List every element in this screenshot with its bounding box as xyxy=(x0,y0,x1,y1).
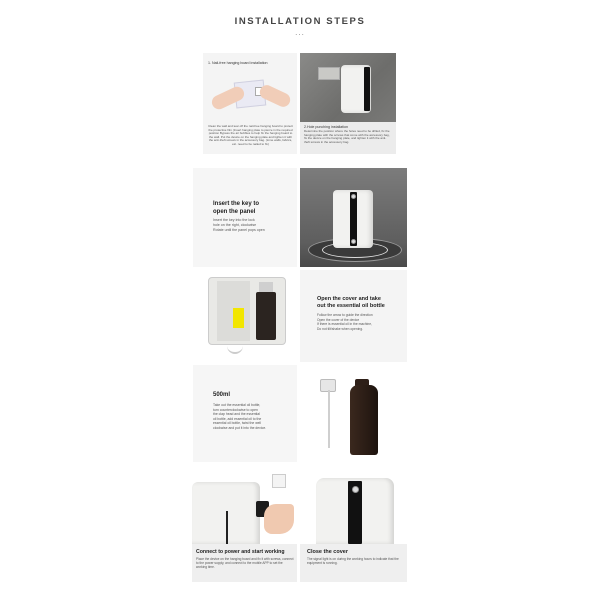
step-open-cover-body-2: Open the cover of the device xyxy=(317,317,360,322)
hands-holding-board-image xyxy=(203,71,297,121)
device-on-pedestal-image xyxy=(300,168,407,267)
step-hanging-board-panel xyxy=(203,53,297,154)
step-bottle-panel xyxy=(193,365,297,462)
step-open-cover-heading-2: out the essential oil bottle xyxy=(317,303,385,309)
oil-bottle-in-device xyxy=(256,292,276,340)
essential-oil-bottle-image xyxy=(300,365,407,462)
rotate-arrow-icon xyxy=(227,346,243,354)
step-insert-key-body-2: hole on the right, clockwise xyxy=(213,222,257,227)
step-bottle-body-5: essential oil bottle, twist the well xyxy=(213,421,262,426)
step-bottle-body-4: oil bottle, add essential oil to the xyxy=(213,416,262,421)
step-close-cover-panel xyxy=(300,466,407,582)
step-connect-power-heading: Connect to power and start working xyxy=(196,549,285,555)
step-bottle-body-1: Take out the essential oil bottle, xyxy=(213,403,261,407)
step-hanging-board-caption: 1. Nail-free hanging board installation xyxy=(208,61,268,65)
warning-label xyxy=(233,308,244,328)
step-bottle-body-6: clockwise and put it into the device. xyxy=(213,425,267,430)
step-open-cover-panel xyxy=(300,270,407,362)
step-open-cover-body-3: If there is essential oil in the machine, xyxy=(317,322,372,327)
page-title: INSTALLATION STEPS xyxy=(234,16,366,27)
hand xyxy=(264,504,294,534)
step-insert-key-heading-1: Insert the key to xyxy=(213,201,260,207)
step-insert-key-body-1: Insert the key into the lock xyxy=(213,218,255,222)
wall-socket xyxy=(272,474,286,488)
open-device-image xyxy=(193,270,297,362)
step-open-cover-heading-1: Open the cover and take xyxy=(317,296,381,302)
step-hole-punching-panel xyxy=(300,53,396,154)
step-bottle-body-3: the clap head and the essential xyxy=(213,412,260,417)
step-close-cover-body: The signal light is on during the working hours to indicate that the equipment is running. xyxy=(307,557,399,565)
step-hole-punching-caption: 2.Hole punching installation xyxy=(304,125,348,129)
step-insert-key-panel xyxy=(193,168,297,267)
power-connection-image xyxy=(192,466,297,544)
step-connect-power-panel xyxy=(192,466,297,582)
step-insert-key-heading-2: open the panel xyxy=(213,208,256,215)
step-hanging-board-body: Clean the wall and tear off the nail-free hanging board to protect the protective film (Insert hanging plate to pierce in the required position Bypass the air bubbles to help fix the hanging board to the wall. Put the device on the hanging plate and tighten it with the anti-theft screws in the accessory bag. (Lime walls, fabrics, etc. need to be nailed to fix) xyxy=(208,124,293,146)
power-cable xyxy=(226,511,228,544)
title-ellipsis: ... xyxy=(295,28,305,37)
step-open-cover-body-4: Do not tilt/shake when opening. xyxy=(317,326,364,331)
step-hole-punching-body: Determine the position where the holes need to be drilled, fix the hanging plate with the screws that come with the accessory bag, fix the device on the hanging plate, and tighten it with the anti-theft screws in the accessory bag. xyxy=(304,129,390,144)
step-bottle-heading: 500ml xyxy=(213,392,231,398)
closed-device-image xyxy=(300,466,407,544)
step-insert-key-body-3: Rotate until the panel pops open xyxy=(213,227,265,232)
dip-tube xyxy=(328,390,330,448)
bottle-body xyxy=(350,385,378,455)
step-connect-power-body: Place the device on the hanging board and fix it with screws, connect to the power supply, and connect to the mobile APP to set the working time. xyxy=(196,557,294,569)
device-on-wall-image xyxy=(300,53,396,122)
step-bottle-body-2: turn counterclockwise to open xyxy=(213,407,258,412)
step-close-cover-heading: Close the cover xyxy=(307,549,348,555)
step-open-cover-body-1: Follow the arrow to guide the direction xyxy=(317,313,373,317)
